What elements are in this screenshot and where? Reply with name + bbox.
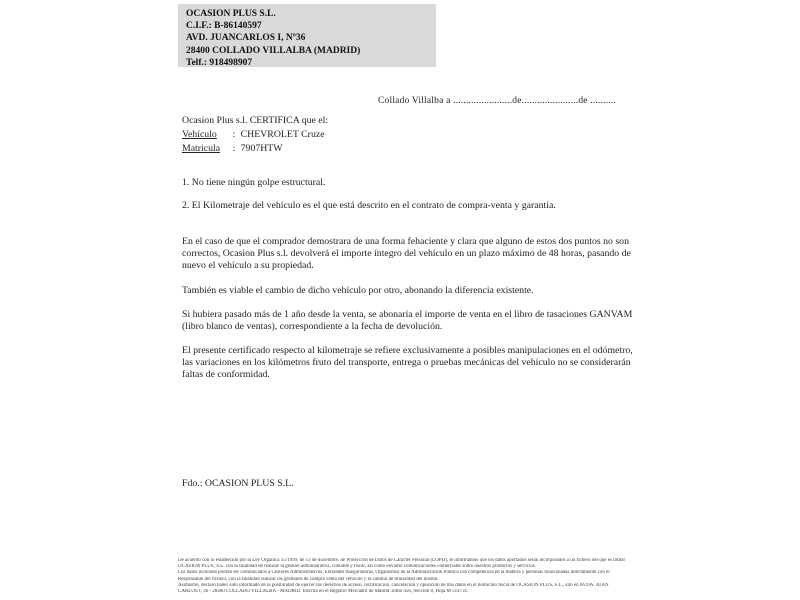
point-structural: 1. No tiene ningún golpe estructural. [182, 177, 326, 188]
legal-line: Responsable del fichero, con la finalidad realizar las gestiones de compra venta del vehículo y el cambio de titularidad del mismo. [178, 576, 439, 582]
point-mileage: 2. El Kilometraje del vehículo es el que está descrito en el contrato de compra-venta y garantía. [182, 200, 556, 211]
vehicle-row [182, 128, 328, 142]
plate-label: Matricula [182, 143, 221, 154]
date-line: Collado Villalba a .......................de......................de .......... [378, 96, 617, 106]
legal-line: Asimismo, declaro haber sido informado de la posibilidad de ejercer los derechos de acceso, rectificación, cancelación y oposición de mis datos en el domicilio fiscal de OCASION PLUS, S.L., sito en AVDA. JUAN [178, 582, 609, 588]
letterhead-address: AVD. JUANCARLOS I, Nº36 [186, 33, 306, 44]
letterhead-block [178, 4, 436, 67]
paragraph-odometer: El presente certificado respecto al kilometraje se refiere exclusivamente a posibles manipulaciones en el odómetro, las variaciones en los kilómetros fruto del transporte, entrega o pruebas mecánicas del vehículo no se considerarán faltas de conformidad. [182, 345, 633, 380]
certify-block [182, 114, 328, 156]
certify-intro: Ocasion Plus s.l. CERTIFICA que el: [182, 115, 329, 126]
vehicle-value: CHEVROLET Cruze [240, 129, 325, 140]
legal-line: De acuerdo con lo establecido por la Ley Orgánica 15/1999, de 13 de diciembre, de Protección de Datos de Carácter Personal (LOPD), le informamos que los datos aportados serán incorporados a un fichero del que es titular [178, 558, 626, 563]
signature-line: Fdo.: OCASION PLUS S.L. [182, 478, 294, 489]
vehicle-label: Vehículo [182, 129, 217, 140]
paragraph-refund: En el caso de que el comprador demostrara de una forma fehaciente y clara que alguno de estos dos puntos no son correctos, Ocasion Plus s.l. devolverá el importe íntegro del vehículo en un plazo máximo de 48 horas, pasando de nuevo el vehículo a su propiedad. [182, 236, 631, 271]
plate-row [182, 142, 328, 156]
legal-line: OCASION PLUS, S.L. con la finalidad de realizar la gestión administrativa, contable y fiscal, así como enviarle comunicaciones comerciales sobre nuestros productos y servicios. [178, 564, 537, 570]
letterhead-city: 28400 COLLADO VILLALBA (MADRID) [186, 45, 361, 56]
plate-value: 7907HTW [240, 143, 283, 154]
letterhead-company-name: OCASION PLUS S.L. [186, 9, 276, 19]
plate-separator: : [232, 143, 236, 154]
paragraph-exchange: También es viable el cambio de dicho vehículo por otro, abonando la diferencia existente. [182, 285, 534, 296]
legal-footer [178, 558, 640, 595]
vehicle-separator: : [232, 129, 236, 140]
paragraph-ganvam: Si hubiera pasado más de 1 año desde la venta, se abonaría el importe de venta en el libro de tasaciones GANVAM (libro blanco de ventas), correspondiente a la fecha de devolución. [182, 309, 633, 332]
letterhead-cif: C.I.F.: B-86140597 [186, 21, 262, 32]
body-paragraphs [182, 236, 634, 393]
legal-line: Los datos incluidos podrán ser comunicados a Gestores Administrativos, Entidades Aseguradoras, Organismos de la Administración Pública con competencia en la materia y personas relacionadas directamente con el [178, 570, 610, 576]
letterhead-phone: Telf.: 918498907 [186, 57, 253, 68]
points-list [182, 177, 634, 223]
legal-line: CARLOS I, 36 - 28400 COLLADO VILLALBA - MADRID. Inscrita en el Registro Mercantil de Madrid Tomo 456, Sección 8, Hoja M 514731. [178, 589, 469, 595]
